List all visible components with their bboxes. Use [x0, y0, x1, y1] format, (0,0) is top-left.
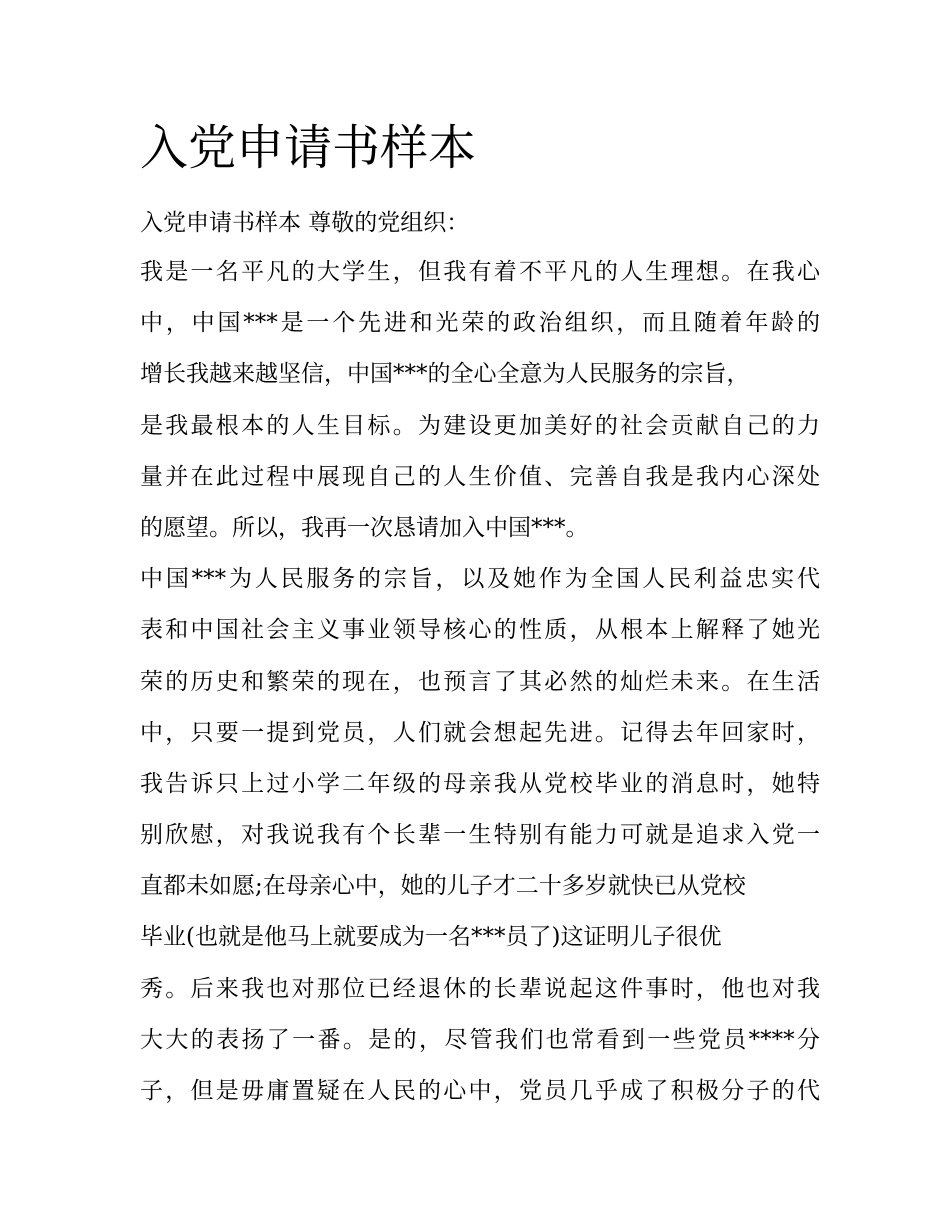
salutation: 入党申请书样本 尊敬的党组织：: [140, 210, 470, 236]
text-line: 毕业(也就是他马上就要成为一名***员了)这证明儿子很优: [140, 924, 722, 951]
document-page: [140, 0, 820, 1229]
document-title: 入党申请书样本: [140, 120, 477, 176]
text-line: 增长我越来越坚信，中国***的全心全意为人民服务的宗旨，: [140, 361, 750, 388]
text-line: 的愿望。所以，我再一次恳请加入中国***。: [140, 514, 589, 541]
text-line: 别欣慰，对我说我有个长辈一生特别有能力可就是追求入党一: [140, 822, 820, 849]
text-line: 中，只要一提到党员，人们就会想起先进。记得去年回家时，: [140, 719, 820, 746]
text-line: 子，但是毋庸置疑在人民的心中，党员几乎成了积极分子的代: [140, 1078, 820, 1104]
text-line: 是我最根本的人生目标。为建设更加美好的社会贡献自己的力: [140, 412, 820, 439]
text-line: 秀。后来我也对那位已经退休的长辈说起这件事时，他也对我: [140, 975, 820, 1002]
text-line: 荣的历史和繁荣的现在，也预言了其必然的灿烂未来。在生活: [140, 668, 820, 695]
text-line: 中，中国***是一个先进和光荣的政治组织，而且随着年龄的: [140, 310, 820, 337]
text-line: 直都未如愿;在母亲心中，她的儿子才二十多岁就快已从党校: [140, 873, 746, 900]
text-line: 中国***为人民服务的宗旨，以及她作为全国人民利益忠实代: [140, 566, 820, 593]
text-line: 量并在此过程中展现自己的人生价值、完善自我是我内心深处: [140, 463, 820, 490]
text-line: 我是一名平凡的大学生，但我有着不平凡的人生理想。在我心: [140, 259, 820, 285]
text-line: 我告诉只上过小学二年级的母亲我从党校毕业的消息时，她特: [140, 770, 820, 797]
text-line: 表和中国社会主义事业领导核心的性质，从根本上解释了她光: [140, 617, 820, 644]
text-line: 大大的表扬了一番。是的，尽管我们也常看到一些党员****分: [140, 1026, 820, 1053]
document-body: [140, 252, 820, 1122]
